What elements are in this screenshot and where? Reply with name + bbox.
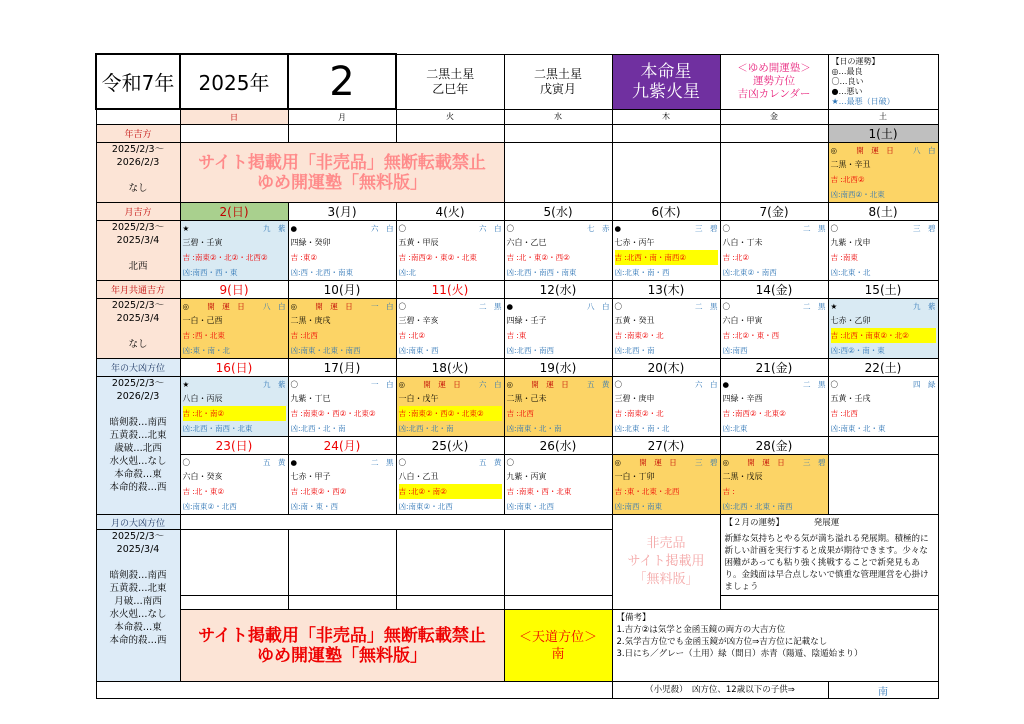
day-cell[interactable] [504,299,612,359]
section-month-daikyo: 月の大凶方位 [96,515,180,530]
day-mark: 〇 [398,458,406,467]
day-kanshi: 二黒・己未 [506,394,547,403]
day-cell[interactable] [396,377,504,437]
day-kyo: 凶:南東②・北西 [398,502,453,511]
day-empty [828,455,938,515]
day-star: 七 赤 [587,224,610,233]
day-kichi: 吉 :北東②・西② [290,487,347,496]
day-star: 三 碧 [694,458,718,467]
day-cell[interactable] [288,221,396,281]
legend: 【日の運勢】 ◎…最良 〇…良い ●…悪い ★…最悪（日破） [828,54,938,109]
day-kyo: 凶:東・南・北 [182,346,231,355]
day-kyo: 凶:北西・南西 [506,346,555,355]
day-kichi: 吉 :北② [398,331,426,340]
day-mark: ★ [182,224,190,233]
day-date[interactable]: 19(水) [504,359,612,377]
day-kanshi: 一白・己酉 [182,316,223,325]
day-kyo: 凶:北 [398,268,417,277]
day-tag: 開 運 日 [315,302,353,311]
day-cell[interactable] [180,299,288,359]
month-number: 2 [288,54,396,109]
day-kichi: 吉 :北西・南東②・北② [831,328,936,343]
day-kyo: 凶:南西 [722,346,748,355]
day-date[interactable]: 13(木) [612,281,720,299]
day-kichi: 吉 :東② [290,253,318,262]
day-cell[interactable] [720,221,828,281]
day-mark: 〇 [830,224,838,233]
blank-cell [396,596,504,610]
day-mark: ◎ [506,380,514,389]
day-star: 二 黒 [803,224,826,233]
day-mark: 〇 [506,458,514,467]
day-date[interactable]: 28(金) [720,437,828,455]
day-mark: 〇 [398,302,406,311]
day-cell[interactable] [504,221,612,281]
day-header-empty [828,437,938,455]
day-kichi: 吉 :南東②・西②・北東② [290,409,376,418]
dow-thu: 木 [612,109,720,125]
blank-cell [504,125,612,143]
day-star: 三 碧 [694,224,718,233]
day-kyo: 凶:北東・南・北 [614,424,670,433]
day-star: 三 碧 [802,458,826,467]
section-month-kichi: 月吉方 [96,203,180,221]
day-kyo: 凶:南東・北西 [506,502,555,511]
day-kanshi: 八白・乙丑 [398,472,439,481]
blank-cell [288,530,396,596]
day-cell[interactable] [612,299,720,359]
side-s4: 2025/2/3～ 2026/2/3 暗剣殺…南西 五黄殺…北東 歳破…北西 水火剋…なし 本命殺…東 本命的殺…西 [96,377,180,515]
day-kichi: 吉 :北② [722,253,750,262]
era-label: 令和7年 [96,54,180,109]
day-star: 三 碧 [913,224,936,233]
day-kanshi: 六白・癸亥 [182,472,223,481]
day-kichi: 吉 :北・東②・西② [506,253,570,262]
day-mark: ◎ [614,458,622,467]
blank-cell [720,125,828,143]
day-cell[interactable] [288,455,396,515]
blank-cell [504,596,612,610]
day-cell[interactable] [288,299,396,359]
day-kichi: 吉 :北西 [290,331,318,340]
day-kichi: 吉 :南東・西・北東 [506,487,572,496]
day-kichi: 吉 :南東②・北 [614,409,664,418]
day-mark: ● [290,224,298,233]
day-kanshi: 五黄・壬戌 [830,394,871,403]
section-year-kichi: 年吉方 [96,125,180,143]
day-kichi: 吉 :西・北東 [182,331,225,340]
day-star: 八 白 [586,302,610,311]
blank-cell [396,530,504,596]
day-cell[interactable] [288,377,396,437]
day-cell[interactable] [828,143,938,203]
day-kyo: 凶:南西・西・東 [182,268,238,277]
day-kanshi: 七赤・甲子 [290,472,331,481]
watermark-banner-bottom: サイト掲載用「非売品」無断転載禁止 ゆめ開運塾「無料版」 [180,610,504,682]
day-mark: ◎ [290,302,298,311]
day-date[interactable]: 14(金) [720,281,828,299]
day-tag: 開 運 日 [747,458,785,467]
day-mark: ◎ [182,302,190,311]
day-star: 一 白 [371,380,394,389]
day-cell[interactable] [612,455,720,515]
day-tag: 開 運 日 [531,380,569,389]
dow-fri: 金 [720,109,828,125]
day-mark: ◎ [830,146,838,155]
day-kanshi: 三碧・庚申 [614,394,655,403]
day-kyo: 凶:北西・南西・北東 [182,424,253,433]
day-kichi: 吉 :南東②・北 [614,331,664,340]
side-s2: 2025/2/3～ 2025/3/4 北西 [96,221,180,281]
day-kichi: 吉 :北②・南② [399,484,502,499]
day-kichi: 吉 :東 [506,331,527,340]
day-kichi: 吉 :南東 [830,253,858,262]
blank-cell [180,530,288,596]
month-star: 二黒土星 戊寅月 [504,54,612,109]
dow-sat: 土 [828,109,938,125]
day-date[interactable]: 2(日) [180,203,288,221]
day-cell[interactable] [828,377,938,437]
day-star: 五 黄 [479,458,502,467]
day-date[interactable]: 1(土) [828,125,938,143]
blank-cell [612,143,720,203]
day-star: 六 白 [370,224,394,233]
day-date[interactable]: 16(日) [180,359,288,377]
day-mark: 〇 [614,302,622,311]
calendar-sheet [95,53,937,698]
dow-sun: 日 [180,109,288,125]
tenpo-box: ＜天道方位＞ 南 [504,610,612,682]
day-kanshi: 二黒・庚戌 [290,316,331,325]
day-star: 九 紫 [912,302,936,311]
day-kichi: 吉 :北②・東・西 [722,331,780,340]
day-cell[interactable] [396,221,504,281]
day-date[interactable]: 18(火) [396,359,504,377]
day-mark: ● [506,302,514,311]
day-star: 六 白 [695,380,718,389]
day-kanshi: 三碧・壬寅 [182,238,223,247]
day-kanshi: 五黄・甲辰 [398,238,439,247]
day-kyo: 凶:北西・北・南 [290,424,346,433]
day-date[interactable]: 25(火) [396,437,504,455]
day-kyo: 凶:南西・南東 [614,502,663,511]
day-kyo: 凶:西②・南・東 [830,346,885,355]
day-date[interactable]: 7(金) [720,203,828,221]
side-s3: 2025/2/3～ 2025/3/4 なし [96,299,180,359]
day-kanshi: 二黒・辛丑 [830,160,871,169]
day-kanshi: 八白・丙辰 [182,394,223,403]
year-label: 2025年 [180,54,288,109]
day-star: 四 緑 [913,380,936,389]
day-star: 八 白 [262,302,286,311]
day-kichi: 吉 :北・南② [183,406,286,421]
day-kichi: 吉 :南東②・西②・北東② [399,406,502,421]
day-mark: ★ [182,380,190,389]
day-kyo: 凶:南西②・北東 [830,190,885,199]
day-cell[interactable] [720,377,828,437]
day-mark: 〇 [506,224,514,233]
day-mark: ● [290,458,298,467]
day-kanshi: 二黒・戊辰 [722,472,763,481]
day-star: 五 黄 [586,380,610,389]
blank-cell [612,125,720,143]
day-date[interactable]: 6(木) [612,203,720,221]
day-mark: ◎ [398,380,406,389]
side-s1: 2025/2/3～ 2026/2/3 なし [96,143,180,203]
day-kanshi: 七赤・丙午 [614,238,655,247]
day-kanshi: 九紫・丁巳 [290,394,331,403]
day-cell[interactable] [396,455,504,515]
blank-cell [288,596,396,610]
shoni-label: （小児殺） 凶方位、12歳以下の子供⇒ [612,682,828,699]
day-kanshi: 三碧・辛亥 [398,316,439,325]
day-cell[interactable] [720,455,828,515]
day-kanshi: 九紫・丙寅 [506,472,547,481]
day-cell[interactable] [180,221,288,281]
day-date[interactable]: 21(金) [720,359,828,377]
day-kanshi: 一白・戊午 [398,394,439,403]
day-date[interactable]: 9(日) [180,281,288,299]
day-mark: ● [614,224,622,233]
day-kyo: 凶:北西・北東・南西 [722,502,793,511]
blank-cell [288,125,396,143]
day-star: 二 黒 [695,302,718,311]
day-tag: 開 運 日 [423,380,461,389]
day-kichi: 吉 :東・北東・北西 [614,487,680,496]
day-date[interactable]: 4(火) [396,203,504,221]
day-kyo: 凶:北東・南・西 [614,268,670,277]
day-star: 九 紫 [262,224,286,233]
day-kanshi: 七赤・乙卯 [830,316,871,325]
day-kyo: 凶:北西・北・南 [398,424,454,433]
shoni-value: 南 [828,682,938,699]
blank-cell [96,682,612,699]
day-mark: 〇 [614,380,622,389]
day-date[interactable]: 15(土) [828,281,938,299]
section-year-daikyo: 年の大凶方位 [96,359,180,377]
dow-wed: 水 [504,109,612,125]
day-cell[interactable] [396,299,504,359]
day-cell[interactable] [180,377,288,437]
day-date[interactable]: 22(土) [828,359,938,377]
blank-cell [720,596,938,610]
day-star: 五 黄 [263,458,286,467]
day-kanshi: 四緑・辛酉 [722,394,763,403]
day-kichi: 吉 :北西② [830,175,865,184]
honmei-star: 本命星 九紫火星 [612,54,720,109]
day-star: 二 黒 [370,458,394,467]
day-mark: 〇 [830,380,838,389]
day-star: 六 白 [478,380,502,389]
day-kyo: 凶:南東・北東・南西 [290,346,361,355]
day-kichi: 吉 :北・東② [182,487,225,496]
day-date[interactable]: 10(月) [288,281,396,299]
day-kanshi: 四緑・壬子 [506,316,547,325]
day-kyo: 凶:南東②・北西 [182,502,237,511]
year-star: 二黒土星 乙巳年 [396,54,504,109]
day-kanshi: 八白・丁未 [722,238,763,247]
day-cell[interactable] [828,299,938,359]
day-tag: 開 運 日 [207,302,245,311]
day-star: 八 白 [912,146,936,155]
day-date[interactable]: 11(火) [396,281,504,299]
day-cell[interactable] [612,377,720,437]
hibai-stamp: 非売品 サイト掲載用 「無料版」 [612,515,720,610]
day-mark: 〇 [398,224,406,233]
dow-tue: 火 [396,109,504,125]
day-kyo: 凶:南・東・西 [290,502,339,511]
section-common-bad: 年月共通吉方 [96,281,180,299]
day-kyo: 凶:北西・南 [614,346,655,355]
day-kichi: 吉 :南西②・北東② [722,409,786,418]
day-kichi: 吉 : [722,487,735,496]
day-kichi: 吉 :北西 [506,409,534,418]
day-kanshi: 九紫・戊申 [830,238,871,247]
bikou: 【備考】 1.吉方②は気学と金函玉鏡の両方の大吉方位 2.気学吉方位でも金函玉鏡が凶方位⇒吉方位に記載なし 3.日にち／グレー（土用）緑（間日）赤青（陽遁、陰遁始まり） [612,610,938,682]
day-date[interactable]: 17(月) [288,359,396,377]
day-cell[interactable] [828,221,938,281]
side-s5: 2025/2/3～ 2025/3/4 暗剣殺…南西 五黄殺…北東 月破…南西 水火剋…なし 本命殺…東 本命的殺…西 [96,530,180,682]
blank-cell [504,530,612,596]
dow-blank [96,109,180,125]
day-kanshi: 一白・丁卯 [614,472,655,481]
day-date[interactable]: 23(日) [180,437,288,455]
blank-cell [180,515,612,530]
day-kyo: 凶:南東・西 [398,346,439,355]
day-kanshi: 六白・甲寅 [722,316,763,325]
day-date[interactable]: 20(木) [612,359,720,377]
watermark-banner-top: サイト掲載用「非売品」無断転載禁止 ゆめ開運塾「無料版」 [180,143,504,203]
day-star: 九 紫 [262,380,286,389]
day-cell[interactable] [180,455,288,515]
day-mark: 〇 [182,458,190,467]
day-mark: 〇 [722,224,730,233]
day-kyo: 凶:南東・北・東 [830,424,886,433]
day-mark: 〇 [290,380,298,389]
day-cell[interactable] [612,221,720,281]
dow-mon: 月 [288,109,396,125]
day-kichi: 吉 :南東②・北②・北西② [182,253,268,262]
day-star: 二 黒 [479,302,502,311]
day-kyo: 凶:北東 [722,424,748,433]
day-kanshi: 四緑・癸卯 [290,238,331,247]
day-cell[interactable] [504,377,612,437]
blank-cell [720,143,828,203]
day-kichi: 吉 :北西・南・南西② [615,250,718,265]
day-star: 二 黒 [803,302,826,311]
day-kyo: 凶:北東②・南西 [722,268,777,277]
day-star: 一 白 [370,302,394,311]
day-mark: ◎ [722,458,730,467]
day-date[interactable]: 24(月) [288,437,396,455]
day-kanshi: 五黄・癸丑 [614,316,655,325]
blank-cell [180,125,288,143]
day-kyo: 凶:西・北西・南東 [290,268,354,277]
day-mark: 〇 [722,302,730,311]
day-cell[interactable] [504,455,612,515]
yume-title: ＜ゆめ開運塾＞ 運勢方位 吉凶カレンダー [720,54,828,109]
day-kanshi: 六白・乙巳 [506,238,547,247]
day-cell[interactable] [720,299,828,359]
day-date[interactable]: 26(水) [504,437,612,455]
blank-cell [180,596,288,610]
day-date[interactable]: 3(月) [288,203,396,221]
day-date[interactable]: 5(水) [504,203,612,221]
blank-cell [504,143,612,203]
month-unsei: 【２月の運勢】 発展運 新鮮な気持ちとやる気が満ち溢れる発展期。積極的に新しい計画を実行すると成果が期待できます。少々な困難があっても粘り強く挑戦することで新発見もあり。金銭面は早合点しないで慎重な管理運営を心掛けましょう [720,515,938,596]
day-date[interactable]: 12(水) [504,281,612,299]
day-star: 二 黒 [802,380,826,389]
day-kyo: 凶:北東・北 [830,268,871,277]
day-tag: 開 運 日 [856,146,894,155]
day-date[interactable]: 8(土) [828,203,938,221]
blank-cell [396,125,504,143]
day-mark: ● [722,380,730,389]
calendar-table [95,53,939,699]
day-date[interactable]: 27(木) [612,437,720,455]
day-star: 六 白 [479,224,502,233]
day-tag: 開 運 日 [639,458,677,467]
day-mark: ★ [830,302,838,311]
day-kichi: 吉 :北西 [830,409,858,418]
day-kichi: 吉 :南西②・東②・北東 [398,253,477,262]
day-kyo: 凶:南東・北・南 [506,424,562,433]
day-kyo: 凶:北西・南西・南東 [506,268,577,277]
